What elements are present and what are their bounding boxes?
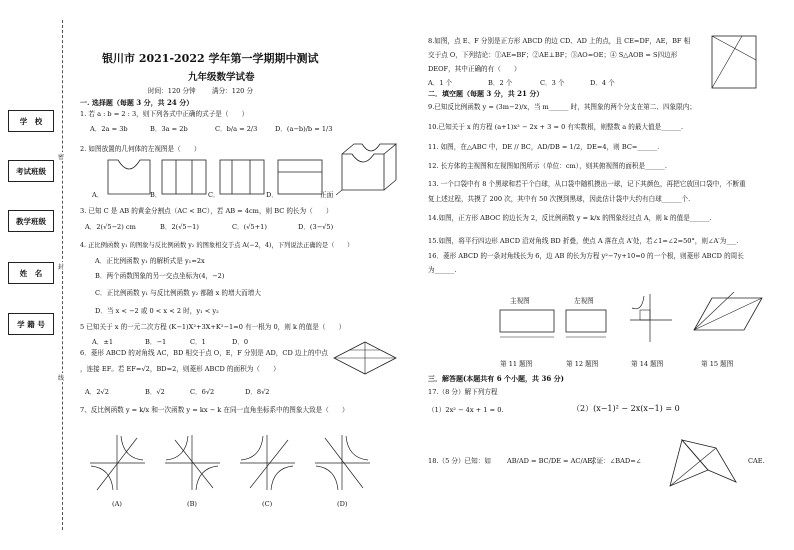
q5-option-c: C．1 (190, 338, 206, 346)
name-label: 姓 名 (19, 268, 43, 278)
q12-left-view-caption: 左视图 (574, 297, 594, 305)
teach-class-field[interactable] (8, 210, 54, 232)
q12-views-figure (496, 306, 616, 342)
q7-graph-options (85, 430, 385, 496)
seal-mark-1: 密 (58, 154, 65, 161)
q7-label-a: (A) (112, 500, 122, 508)
q18-triangles-figure (666, 436, 742, 492)
q5-stem: 5 已知关于 x 的一元二次方程 (K−1)X²+3X+K²−1=0 有一根为 0，则 k 的值是（ ） (80, 323, 346, 331)
school-label: 学 校 (19, 116, 43, 126)
q11-stem: 11. 如图，在△ABC 中，DE // BC，AD/DB = 1/2，DE=4，则 BC=______. (428, 143, 660, 151)
q1-option-b: B．3a = 2b (150, 125, 188, 133)
q18-stem-2: AB/AD = BC/DE = AC/AE， (507, 457, 599, 465)
q14-graph-figure (628, 292, 674, 344)
exam-subtitle: 九年级数学试卷 (188, 72, 255, 83)
q5-option-d: D．0 (232, 338, 249, 346)
q3-option-d: D．(3−√5) (298, 223, 334, 231)
school-field[interactable] (8, 110, 54, 132)
q12-figure-caption: 第 12 题图 (566, 360, 599, 368)
q2-stem: 2. 如图放置的几何体的左视图是（ ） (80, 145, 201, 153)
q14-figure-caption: 第 14 题图 (631, 360, 664, 368)
q6-rhombus-figure (330, 338, 400, 378)
q7-stem: 7、反比例函数 y = k/x 和一次函数 y = kx − k 在同一直角坐标系中的图象大致是（ ） (80, 406, 349, 414)
q7-label-d: (D) (337, 500, 348, 508)
q2-solid-figure (338, 140, 400, 196)
q6-stem-2: ，连接 EF。若 EF=√2，BD=2，则菱形 ABCD 的面积为（ ） (80, 365, 280, 373)
q17-part1: （1）2x² − 4x + 1 = 0. (428, 406, 504, 414)
q8-option-d: D．4 个 (590, 79, 615, 87)
exam-time: 时间：120 分钟 (148, 87, 196, 95)
q17-stem: 17.（8 分）解下列方程 (428, 388, 498, 396)
q6-option-a: A．2√2 (85, 388, 109, 396)
seal-line (62, 20, 63, 530)
q1-option-a: A．2a = 3b (90, 125, 128, 133)
q3-stem: 3. 已知 C 是 AB 的黄金分割点（AC < BC），若 AB = 4cm，则 BC 的长为（ ） (80, 207, 333, 215)
q15-parallelogram-figure (690, 290, 766, 336)
q16-stem-1: 16．菱形 ABCD 的一条对角线长为 6，边 AB 的长为方程 y²−7y+10=0 的一个根，则菱形 ABCD 的周长 (428, 252, 744, 260)
q18-stem-4: CAE. (748, 457, 765, 465)
q15-figure-caption: 第 15 题图 (701, 360, 734, 368)
q3-option-a: A．2(√5−2) cm (85, 223, 136, 231)
q4-stem: 4. 正比例函数 y₁ 的图象与反比例函数 y₂ 的图象相交于点 A(−2，4)，下列说法正确的是（ ） (80, 242, 354, 249)
q2-option-a: A． (92, 191, 104, 199)
q8-option-c: C．3 个 (540, 79, 565, 87)
q2-option-c: C． (208, 191, 220, 199)
section-fill: 二．填空题（每题 3 分，共 21 分） (428, 89, 544, 98)
q11-figure-caption: 第 11 题图 (500, 360, 533, 368)
section-choice: 一. 选择题（每题 3 分，共 24 分） (80, 98, 194, 107)
q14-stem: 14.如图，正方形 ABOC 的边长为 2，反比例函数 y = k/x 的图象经过点 A，则 k 的值是______. (428, 214, 712, 222)
q17-part2: （2）(x−1)² − 2x(x−1) = 0 (572, 404, 680, 413)
q6-stem-1: 6．菱形 ABCD 的对角线 AC，BD 相交于点 O，E，F 分别是 AD，CD 边上的中点 (80, 349, 328, 357)
seal-mark-3: 线 (58, 375, 65, 382)
teach-class-label: 教学班级 (16, 216, 46, 226)
q13-stem-2: 复上述过程，共摸了 200 次，其中有 50 次摸到黑球，因此估计袋中大约有白球______个. (428, 195, 691, 203)
class-label: 考试班级 (16, 166, 46, 176)
q7-label-b: (B) (187, 500, 197, 508)
q2-front-label: 正面 (320, 191, 334, 199)
q8-square-figure (704, 30, 762, 96)
q18-stem-1: 18.（5 分）已知：如 (428, 457, 491, 465)
q4-option-b: B．两个函数图象的另一交点坐标为(4，−2) (95, 272, 225, 280)
q15-stem: 15.如图，将平行四边形 ABCD 沿对角线 BD 折叠，使点 A 落在点 A′处，若∠1=∠2=50°，则∠A′为___. (428, 237, 739, 245)
q9-stem: 9.已知反比例函数 y = (3m−2)/x，当 m______ 时，其图象的两个分支在第二、四象限内； (428, 103, 696, 111)
name-field[interactable] (8, 262, 54, 284)
student-id-field[interactable] (8, 313, 54, 335)
student-id-label: 学 籍 号 (17, 319, 45, 329)
q4-option-c: C．正比例函数 y₁ 与反比例函数 y₂ 都随 x 的增大而增大 (95, 289, 261, 297)
q12-main-view-caption: 主视图 (510, 297, 530, 305)
class-field[interactable] (8, 160, 54, 182)
q8-stem-3: DEOF，其中正确的有（ ） (428, 65, 521, 73)
q6-option-d: D．8√2 (245, 388, 270, 396)
q8-stem-2: 交于点 O，下列结论：①AE=BF；②AE⊥BF；③AO=OE；④ S△AOB = S四边形 (428, 51, 678, 59)
q8-option-b: B．2 个 (488, 79, 513, 87)
q6-option-b: B．√2 (145, 388, 165, 396)
q3-option-b: B．2(√5−1) (160, 223, 199, 231)
section-solve: 三．解答题(本题共有 6 个小题，共 36 分) (428, 374, 564, 383)
seal-mark-2: 封 (58, 264, 65, 271)
q1-stem: 1. 若 a : b = 2 : 3，则下列各式中正确的式子是（ ） (80, 110, 249, 118)
q5-option-b: B．−1 (145, 338, 167, 346)
q8-option-a: A．1 个 (428, 79, 453, 87)
q13-stem-1: 13. 一个口袋中有 8 个黑球和若干个白球，从口袋中随机摸出一球，记下其颜色，再把它放回口袋中，不断重 (428, 180, 746, 188)
exam-score: 满分：120 分 (212, 87, 254, 95)
q8-stem-1: 8.如图，点 E、F 分别是正方形 ABCD 的边 CD、AD 上的点，且 CE=DF，AE，BF 相 (428, 37, 691, 45)
q4-option-a: A．正比例函数 y₁ 的解析式是 y₁=2x (95, 257, 205, 265)
q2-option-b: B． (150, 191, 162, 199)
q12-stem: 12. 长方体的主视图和左视图如图所示（单位：cm），则其俯视图的面积是______. (428, 162, 667, 170)
q7-label-c: (C) (262, 500, 273, 508)
q1-option-d: D．(a−b)/b = 1/3 (275, 125, 333, 133)
q18-stem-3: 求证：∠BAD=∠ (590, 457, 642, 465)
q16-stem-2: 为______. (428, 266, 457, 274)
exam-title: 银川市 2021-2022 学年第一学期期中测试 (102, 52, 319, 65)
q10-stem: 10.已知关于 x 的方程 (a+1)x² − 2x + 3 = 0 有实数根，则整数 a 的最大值是______. (428, 123, 684, 131)
q5-option-a: A．±1 (92, 338, 114, 346)
q1-option-c: C．b/a = 2/3 (215, 125, 258, 133)
q3-option-c: C．(√5+1) (232, 223, 267, 231)
q2-option-d: D． (266, 191, 278, 199)
q6-option-c: C．6√2 (190, 388, 215, 396)
q4-option-d: D．当 x < −2 或 0 < x < 2 时，y₁ < y₂ (95, 307, 219, 315)
